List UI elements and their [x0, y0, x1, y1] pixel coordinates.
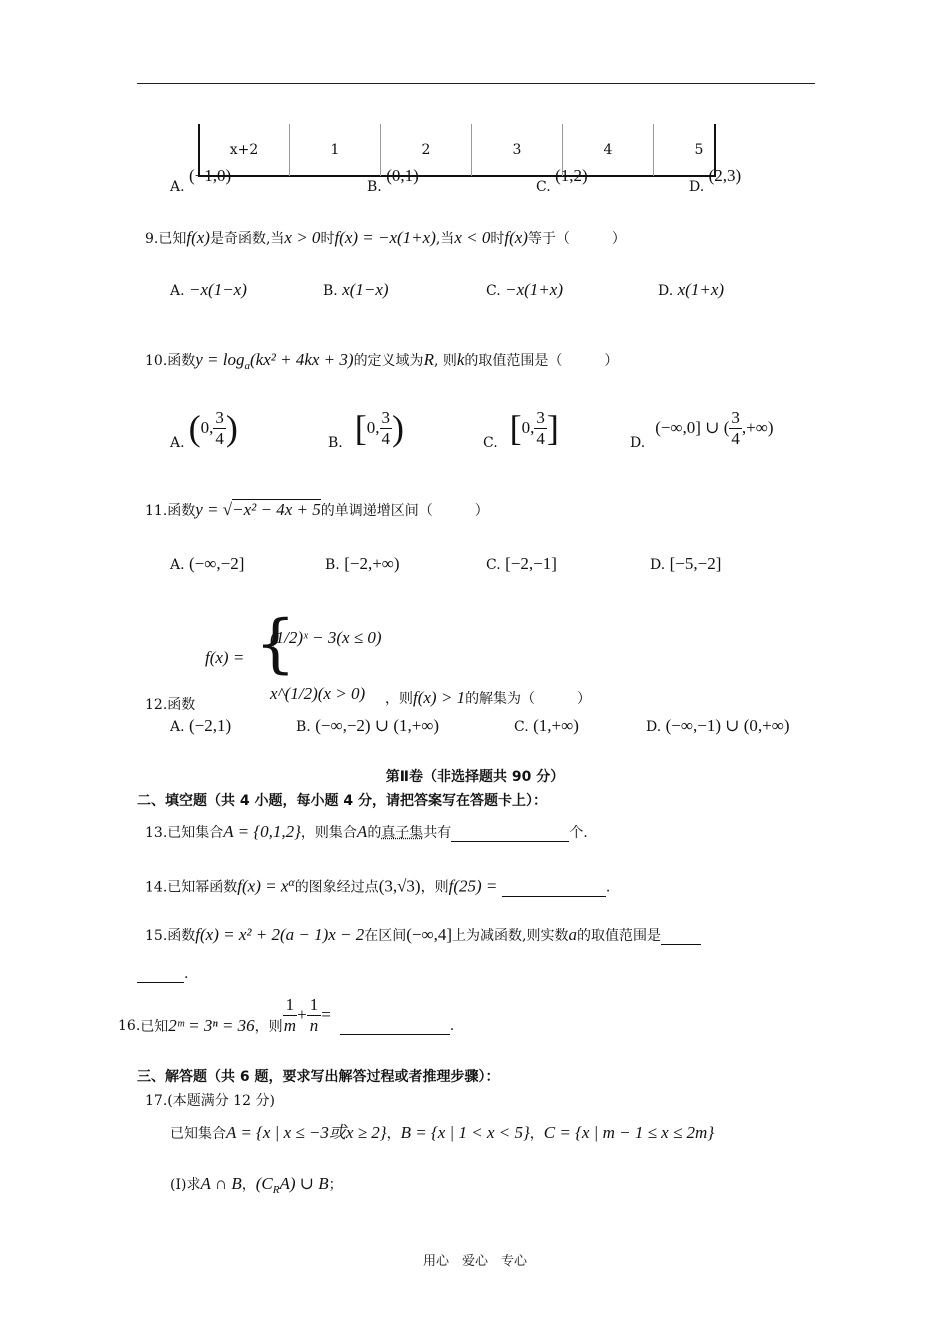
option-value: x(1−x) [342, 280, 389, 299]
answer-blank[interactable] [451, 825, 569, 842]
math-expr: y = log [195, 350, 245, 369]
table-cell: 4 [563, 124, 654, 176]
option-value: (−∞,−1) ∪ (0,+∞) [665, 716, 790, 735]
question-10 [145, 350, 618, 372]
answer-blank[interactable] [661, 928, 701, 945]
question-text: 的单调递增区间（ ） [320, 503, 489, 519]
question-15-continued [137, 966, 188, 983]
bracket: ) [225, 408, 238, 448]
option-value: 0, [366, 418, 380, 437]
answer-blank[interactable] [340, 1018, 450, 1035]
option-value: x(1+x) [677, 280, 725, 299]
question-12-tail [385, 688, 591, 708]
denominator: 4 [536, 428, 545, 448]
fraction [729, 408, 742, 449]
table-cell: 3 [472, 124, 563, 176]
q9-option-b [323, 280, 389, 300]
math-expr: f(x) = x² + 2(a − 1)x − 2 [195, 925, 365, 944]
bracket: ) [392, 408, 404, 448]
page-footer: 用心 爱心 专心 [422, 1254, 527, 1269]
q8-option-a [170, 166, 232, 196]
question-text: 的取值范围是（ ） [464, 353, 619, 369]
question-text: 已知 [140, 1019, 169, 1035]
math-expr: (3,√3) [378, 876, 421, 896]
question-text: ，则集合 [300, 825, 357, 841]
math-expr: a [568, 925, 577, 944]
option-label: C. [483, 435, 498, 451]
q11-option-d [650, 554, 721, 574]
denominator: 4 [215, 428, 224, 448]
question-number: 10. [145, 353, 168, 369]
question-13 [145, 822, 588, 842]
option-value: [−5,−2] [669, 554, 722, 573]
table-cell: 2 [381, 124, 472, 176]
math-radicand: −x² − 4x + 5 [232, 500, 321, 519]
question-text: (Ⅰ)求 [170, 1177, 201, 1193]
option-label: B. [296, 719, 311, 735]
q11-option-b [325, 554, 400, 574]
math-expr: x > 0 [284, 228, 321, 247]
numerator: 3 [215, 407, 224, 427]
question-text: 的图象经过点 [294, 879, 379, 896]
q10-option-b [328, 405, 404, 451]
math-expr: x^(1/2)(x > 0) [270, 684, 366, 703]
math-superscript: α [288, 875, 295, 889]
numerator: 1 [283, 995, 298, 1016]
option-label: C. [486, 557, 501, 573]
option-value: 0, [521, 418, 535, 437]
option-value: [−2,+∞) [344, 554, 400, 573]
math-expr: (1/2)ˣ − 3(x ≤ 0) [270, 628, 382, 647]
question-number: 17. [145, 1093, 168, 1109]
q12-option-c [514, 716, 579, 736]
math-expr: f(x) = x [237, 876, 289, 896]
q8-option-d [689, 166, 742, 196]
q12-option-a [170, 716, 231, 736]
question-text: . [605, 879, 611, 896]
q10-option-d [630, 405, 774, 451]
numerator: 3 [381, 407, 390, 427]
bracket: [ [509, 408, 522, 448]
denominator: 4 [731, 428, 740, 448]
question-text: 函数 [167, 503, 196, 519]
question-text: ，则 [420, 879, 449, 896]
table-cell: 1 [290, 124, 381, 176]
option-label: D. [689, 179, 705, 195]
math-expr: 2ᵐ = 3ⁿ = 36 [168, 1016, 255, 1035]
q10-option-c [483, 405, 559, 451]
option-value: −x(1−x) [189, 280, 247, 299]
question-16 [118, 994, 455, 1036]
q11-option-a [170, 554, 244, 574]
numerator: 3 [731, 407, 740, 427]
question-9 [145, 228, 626, 248]
question-text: 已知 [158, 231, 187, 247]
fraction [283, 995, 298, 1036]
question-text: 函数 [167, 697, 196, 713]
math-expr: A ∩ B [200, 1174, 242, 1193]
question-text: 上为减函数,则实数 [452, 928, 569, 944]
bracket: ( [188, 408, 201, 448]
table-row [199, 124, 744, 176]
option-label: B. [367, 179, 382, 195]
question-17-header [145, 1090, 275, 1110]
denominator: 4 [381, 428, 390, 448]
part-2-title: 第Ⅱ卷（非选择题共 90 分） [385, 769, 565, 785]
question-text: 的定义域为 [353, 353, 424, 369]
question-number: 13. [145, 825, 168, 841]
question-number: 12. [145, 697, 168, 713]
question-number: 15. [145, 928, 168, 944]
math-subscript: R [272, 1183, 280, 1196]
math-expr: k [456, 350, 465, 369]
question-text: ，则 [385, 691, 413, 707]
question-text: 已知集合 [170, 1126, 226, 1142]
math-expr: f(x) > 1 [413, 688, 466, 707]
question-text: 函数 [167, 928, 196, 944]
math-expr: A = {x | x ≤ −3或x ≥ 2} [226, 1123, 387, 1142]
header-rule [137, 83, 815, 84]
option-label: C. [514, 719, 529, 735]
math-subscript: a [244, 359, 251, 372]
question-text: 的解集为（ ） [465, 691, 592, 707]
q9-option-d [658, 280, 724, 300]
option-label: D. [650, 557, 666, 573]
left-brace: { [255, 607, 296, 681]
question-text: 的取值范围是 [577, 928, 661, 944]
question-text: 已知集合 [167, 825, 224, 841]
math-expr: (−∞,4] [406, 925, 453, 944]
question-17-sets: 已知集合A = {x | x ≤ −3或x ≥ 2}，B = {x | 1 < x < 5}，C = {x | m − 1 ≤ x ≤ 2m} [170, 1123, 715, 1142]
math-expr: C = {x | m − 1 ≤ x ≤ 2m} [543, 1123, 715, 1142]
fraction [534, 408, 547, 449]
q9-option-c [486, 280, 563, 300]
question-text: ， [241, 1177, 256, 1193]
option-value: (−2,1) [189, 716, 232, 735]
option-value: −x(1+x) [505, 280, 563, 299]
option-label: A. [170, 435, 185, 451]
math-expr: f(x) = [205, 648, 245, 667]
question-text: 在区间 [364, 928, 407, 944]
answer-blank[interactable] [137, 966, 184, 983]
question-text: ； [328, 1177, 343, 1193]
math-expr: R [423, 350, 434, 369]
q9-option-a [170, 280, 247, 300]
math-expr: (kx² + 4kx + 3) [250, 350, 354, 369]
question-text: . [449, 1018, 455, 1034]
question-text: 已知幂函数 [167, 879, 238, 896]
question-number: 14. [145, 879, 168, 896]
question-text: 是奇函数,当 [209, 231, 285, 247]
table-cell: x+2 [229, 142, 259, 158]
fraction [213, 408, 226, 449]
option-label: B. [328, 435, 343, 451]
option-label: D. [658, 283, 674, 299]
option-label: A. [170, 557, 185, 573]
question-15 [145, 925, 701, 945]
q12-case-2 [270, 684, 365, 704]
question-text: 函数 [167, 353, 196, 369]
emphasized-text: 真子集 [381, 825, 424, 841]
q11-option-c [486, 554, 557, 574]
fraction [380, 408, 393, 449]
option-value: (2,3) [708, 166, 742, 185]
option-label: D. [630, 435, 646, 451]
question-11 [145, 500, 489, 520]
question-number: 11. [145, 503, 168, 519]
option-value: (−1,0) [189, 166, 232, 185]
question-text: 共有 [423, 825, 452, 841]
table-cell: 5 [654, 124, 745, 176]
math-expr: f(x) [186, 228, 210, 247]
sqrt-sign: √ [222, 500, 233, 519]
option-label: B. [323, 283, 338, 299]
question-text: 的 [367, 825, 382, 841]
option-label: B. [325, 557, 340, 573]
option-label: D. [646, 719, 662, 735]
question-14 [145, 875, 610, 897]
math-expr: A = {0,1,2} [223, 822, 301, 841]
math-operator: + [297, 1005, 307, 1024]
q12-option-d [646, 716, 790, 736]
option-value: (1,+∞) [533, 716, 579, 735]
numerator: 3 [536, 407, 545, 427]
bracket: ] [546, 408, 559, 448]
math-expr: B = {x | 1 < x < 5} [400, 1123, 530, 1142]
denominator: n [309, 1015, 319, 1035]
question-12 [145, 694, 195, 714]
question-text: . [184, 966, 189, 982]
math-expr: A) ∪ B [279, 1174, 329, 1193]
bracket: [ [354, 408, 367, 448]
question-text: 时 [490, 231, 505, 247]
option-value: (−∞,0] ∪ ( [655, 418, 730, 437]
option-value: [−2,−1] [505, 554, 557, 573]
option-value: (−∞,−2) ∪ (1,+∞) [315, 716, 440, 735]
answer-blank[interactable] [502, 880, 606, 897]
math-expr: f(x) [504, 228, 528, 247]
option-value: (0,1) [386, 166, 419, 185]
question-text: 个. [569, 825, 588, 841]
option-label: C. [486, 283, 501, 299]
q8-option-c [536, 166, 588, 196]
fraction [307, 995, 322, 1036]
question-text: ,当 [435, 231, 455, 247]
option-label: C. [536, 179, 551, 195]
math-expr: A [356, 822, 368, 841]
section-fill-in-title: 二、填空题（共 4 小题，每小题 4 分，请把答案写在答题卡上）： [137, 793, 547, 809]
question-text: ，则 [254, 1019, 283, 1035]
option-label: A. [170, 719, 185, 735]
option-label: A. [170, 283, 185, 299]
question-text: , 则 [433, 353, 457, 369]
question-note: (本题满分 12 分) [167, 1093, 275, 1109]
value-table [199, 124, 744, 176]
math-expr: (C [255, 1174, 273, 1193]
q12-option-b [296, 716, 439, 736]
denominator: m [283, 1015, 297, 1035]
q8-option-b [367, 166, 419, 196]
math-expr: f(x) = −x(1+x) [334, 228, 436, 247]
option-value: ,+∞) [741, 418, 774, 437]
option-value: (−∞,−2] [189, 554, 245, 573]
math-operator: = [321, 1005, 331, 1024]
question-text: 时 [320, 231, 335, 247]
question-17-part-1 [170, 1174, 343, 1196]
q12-piecewise-lhs [205, 648, 244, 668]
option-value: 0, [200, 418, 214, 437]
math-expr: f(25) = [448, 876, 498, 896]
option-label: A. [170, 179, 185, 195]
section-solve-title: 三、解答题（共 6 题，要求写出解答过程或者推理步骤）： [137, 1069, 500, 1085]
math-expr: y = [195, 500, 223, 519]
math-expr: x < 0 [454, 228, 491, 247]
question-text: 等于（ ） [527, 231, 626, 247]
question-number: 16. [118, 1018, 141, 1034]
option-value: (1,2) [555, 166, 588, 185]
question-number: 9. [145, 231, 159, 247]
q12-case-1 [270, 628, 382, 648]
q10-option-a [170, 405, 238, 451]
numerator: 1 [307, 995, 322, 1016]
